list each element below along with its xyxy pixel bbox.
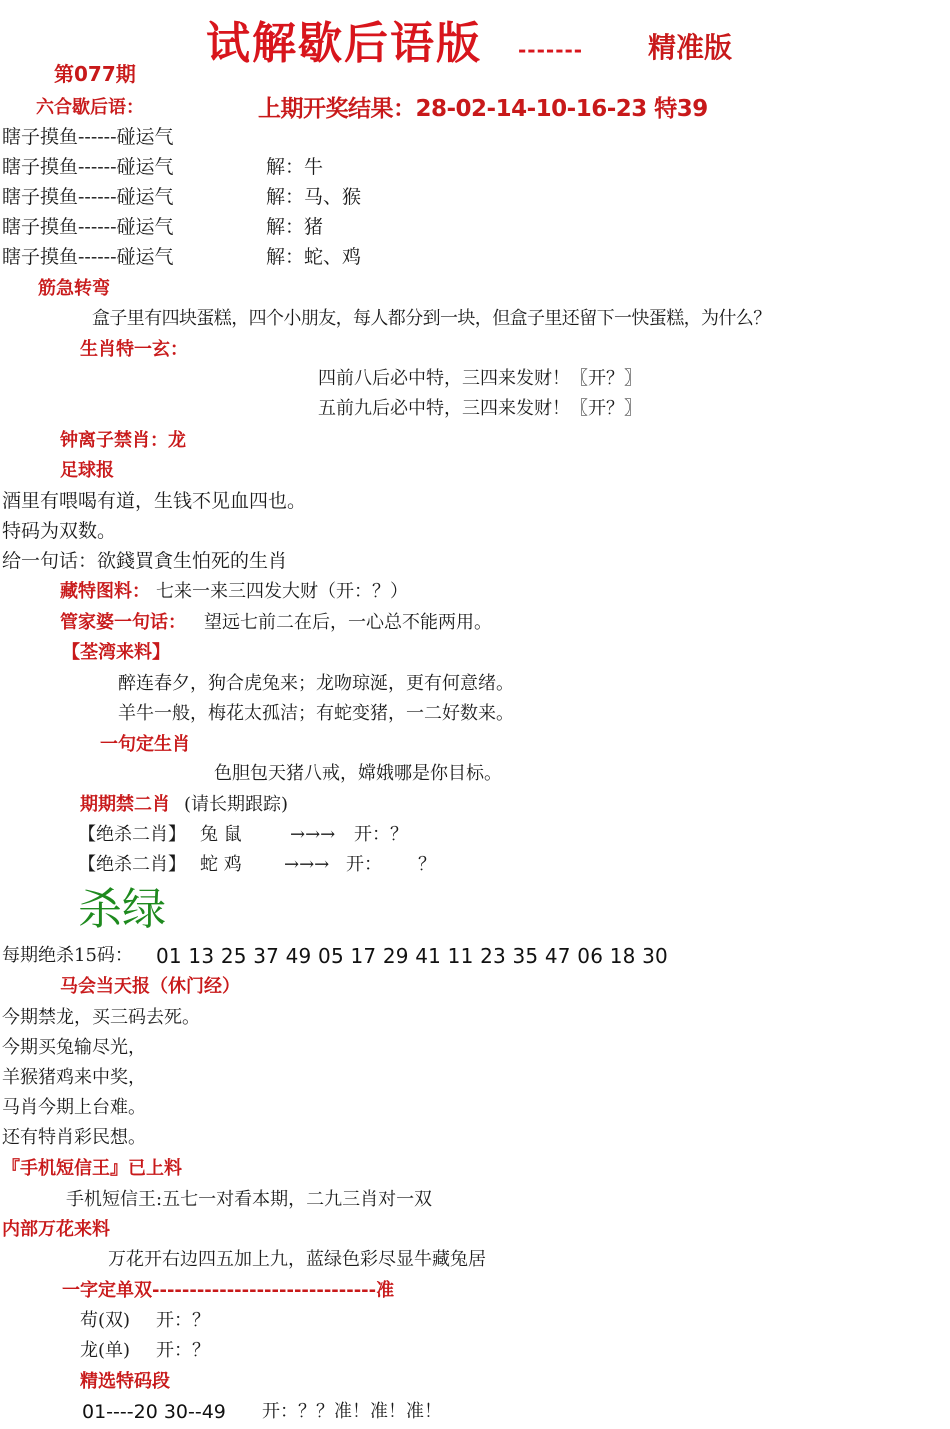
kill-label-2: 【绝杀二肖】 xyxy=(78,854,186,875)
zhongli-line: 钟离子禁肖：龙 xyxy=(60,430,186,451)
guanjia-text: 望远七前二在后，一心总不能两用。 xyxy=(204,612,492,633)
mahui-line-3: 羊猴猪鸡来中奖， xyxy=(2,1067,146,1088)
segment-range: 01----20 30--49 xyxy=(82,1401,226,1423)
danshuang-open-1: 开：？ xyxy=(156,1310,210,1331)
liuhe-row-5: 瞎子摸鱼------碰运气 xyxy=(2,246,174,268)
last-result: 上期开奖结果：28-02-14-10-16-23 特39 xyxy=(258,96,708,122)
liuhe-answer-2: 解：牛 xyxy=(266,156,324,178)
quanwan-heading: 【荃湾来料】 xyxy=(62,642,170,663)
danshuang-label-1: 苟(双) xyxy=(80,1310,131,1331)
issue-number: 第077期 xyxy=(54,62,136,86)
shalv-heading: 杀绿 xyxy=(78,884,166,935)
zodiac-line-2: 五前九后必中特，三四来发财！〖开？〗 xyxy=(318,398,642,419)
quanwan-line-2: 羊牛一般，梅花太孤洁；有蛇变猪，一二好数来。 xyxy=(118,703,514,724)
liuhe-heading: 六合歇后语： xyxy=(36,97,144,118)
football-line-1: 酒里有喂喝有道，生钱不见血四也。 xyxy=(2,490,307,512)
kill-open-1: 开：？ xyxy=(354,824,408,845)
wanhua-heading: 内部万花来料 xyxy=(2,1219,110,1240)
shalv-numbers: 01 13 25 37 49 05 17 29 41 11 23 35 47 06 18 30 xyxy=(156,944,668,968)
liuhe-row-4: 瞎子摸鱼------碰运气 xyxy=(2,216,174,238)
yiju-text: 色胆包天猪八戒，嫦娥哪是你目标。 xyxy=(214,763,502,784)
segment-heading: 精选特码段 xyxy=(80,1371,170,1392)
liuhe-answer-5: 解：蛇、鸡 xyxy=(266,246,362,268)
zodiac-heading: 生肖特一玄： xyxy=(80,339,188,360)
zodiac-line-1: 四前八后必中特，三四来发财！〖开？〗 xyxy=(318,368,642,389)
wanhua-text: 万花开右边四五加上九，蓝绿色彩尽显牛藏兔居 xyxy=(108,1249,486,1270)
title-dashes: ------- xyxy=(518,38,584,62)
danshuang-label-2: 龙(单) xyxy=(80,1340,131,1361)
kill-arrows-1: →→→ xyxy=(290,824,336,845)
kill-label-1: 【绝杀二肖】 xyxy=(78,824,186,845)
brain-question: 盒子里有四块蛋糕，四个小朋友，每人都分到一块，但盒子里还留下一快蛋糕，为什么？ xyxy=(92,308,771,329)
kill-open-2: 开： xyxy=(346,854,382,875)
mahui-line-1: 今期禁龙，买三码去死。 xyxy=(2,1007,200,1028)
page-title: 试解歇后语版 xyxy=(206,18,482,69)
liuhe-answer-3: 解：马、猴 xyxy=(266,186,362,208)
sms-text: 手机短信王:五七一对看本期，二九三肖对一双 xyxy=(66,1189,433,1210)
kill-question-2: ？ xyxy=(418,854,436,875)
liuhe-answer-4: 解：猪 xyxy=(266,216,324,238)
mahui-line-2: 今期买兔输尽光， xyxy=(2,1037,146,1058)
mahui-heading: 马会当天报（休门经） xyxy=(60,976,240,997)
football-heading: 足球报 xyxy=(60,460,114,481)
football-line-3: 给一句话：欲錢買貪生怕死的生肖 xyxy=(2,550,288,572)
quanwan-line-1: 醉连春夕，狗合虎兔来；龙吻琼涎，更有何意绪。 xyxy=(118,673,514,694)
cangte-label: 藏特图料： xyxy=(60,581,150,602)
liuhe-row-1: 瞎子摸鱼------碰运气 xyxy=(2,126,174,148)
shalv-label: 每期绝杀15码： xyxy=(2,945,133,966)
sms-heading: 『手机短信王』已上料 xyxy=(2,1158,182,1179)
kill-arrows-2: →→→ xyxy=(284,854,330,875)
qiqi-note: (请长期跟踪) xyxy=(184,794,289,815)
segment-tail: 开：？？准！准！准！ xyxy=(262,1401,442,1422)
yiju-heading: 一句定生肖 xyxy=(100,734,190,755)
mahui-line-4: 马肖今期上台难。 xyxy=(2,1097,146,1118)
liuhe-row-2: 瞎子摸鱼------碰运气 xyxy=(2,156,174,178)
cangte-text: 七来一来三四发大财（开：？） xyxy=(156,581,408,602)
danshuang-open-2: 开：？ xyxy=(156,1340,210,1361)
liuhe-row-3: 瞎子摸鱼------碰运气 xyxy=(2,186,174,208)
kill-animals-2: 蛇 鸡 xyxy=(200,854,242,875)
football-line-2: 特码为双数。 xyxy=(2,520,117,542)
kill-animals-1: 兔 鼠 xyxy=(200,824,242,845)
edition-label: 精准版 xyxy=(648,31,733,64)
brain-heading: 筋急转弯 xyxy=(38,278,110,299)
mahui-line-5: 还有特肖彩民想。 xyxy=(2,1127,146,1148)
guanjia-label: 管家婆一句话： xyxy=(60,612,186,633)
danshuang-heading: 一字定单双------------------------------准 xyxy=(62,1280,395,1301)
qiqi-heading: 期期禁二肖 xyxy=(80,794,170,815)
